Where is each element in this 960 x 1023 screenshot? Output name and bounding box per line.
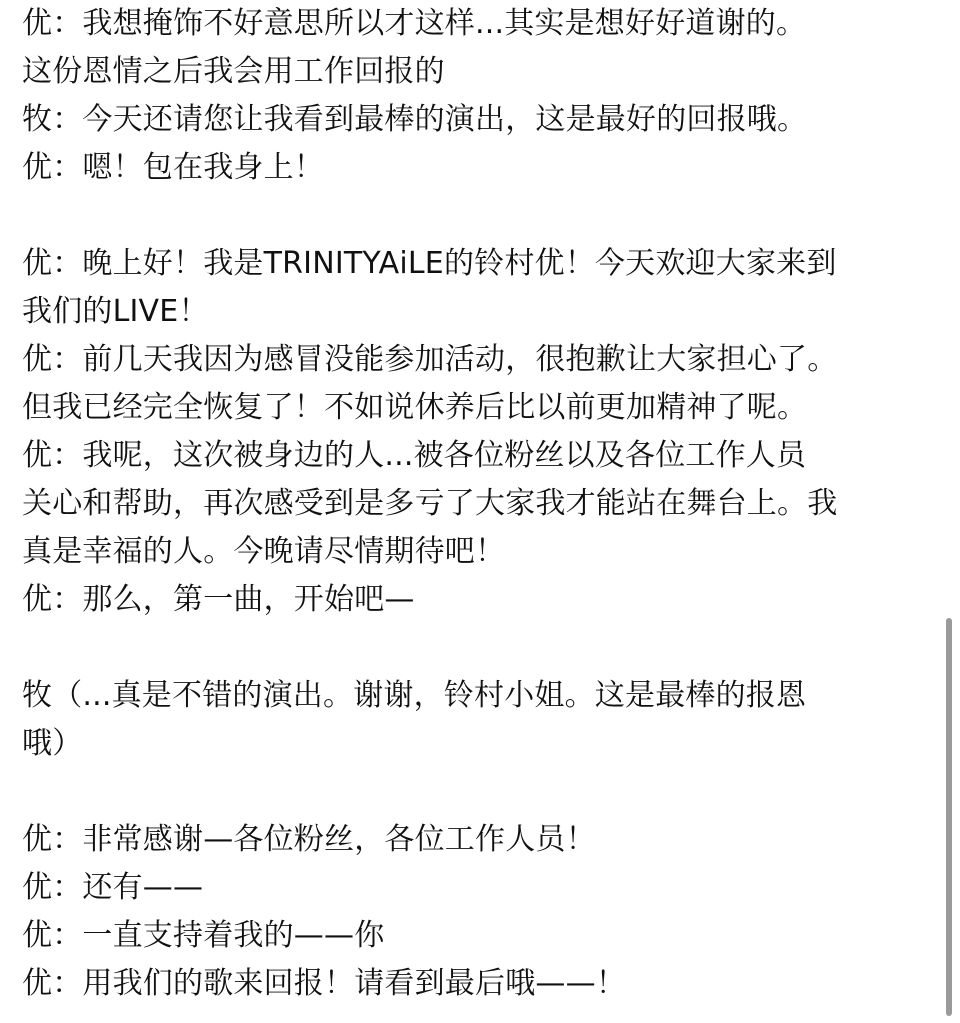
dialogue-line: 我们的LIVE！	[22, 294, 209, 329]
dialogue-text	[22, 0, 940, 1008]
dialogue-line: 优：非常感谢—各位粉丝，各位工作人员！	[22, 822, 596, 857]
dialogue-line: 优：我呢，这次被身边的人...被各位粉丝以及各位工作人员	[22, 438, 807, 473]
dialogue-paragraph-1	[22, 0, 940, 192]
scrollbar-thumb[interactable]	[946, 618, 952, 1016]
dialogue-line: 但我已经完全恢复了！不如说休养后比以前更加精神了呢。	[22, 390, 808, 425]
dialogue-line: 优：那么，第一曲，开始吧—	[22, 582, 415, 617]
dialogue-line: 优：前几天我因为感冒没能参加活动，很抱歉让大家担心了。	[22, 342, 838, 377]
dialogue-line: 优：我想掩饰不好意思所以才这样...其实是想好好道谢的。	[22, 6, 807, 41]
paragraph-gap	[22, 192, 940, 240]
paragraph-gap	[22, 624, 940, 672]
dialogue-line: 优：还有——	[22, 870, 204, 905]
dialogue-line: 真是幸福的人。今晚请尽情期待吧！	[22, 534, 506, 569]
dialogue-line: 牧：今天还请您让我看到最棒的演出，这是最好的回报哦。	[22, 102, 808, 137]
dialogue-line: 优：晚上好！我是TRINITYAiLE的铃村优！今天欢迎大家来到	[22, 246, 837, 281]
paragraph-gap	[22, 768, 940, 816]
dialogue-line: 哦）	[22, 726, 83, 761]
dialogue-line: 牧（...真是不错的演出。谢谢，铃村小姐。这是最棒的报恩	[22, 678, 807, 713]
vertical-scrollbar[interactable]	[944, 0, 954, 1023]
dialogue-line: 优：嗯！包在我身上！	[22, 150, 324, 185]
dialogue-line: 优：一直支持着我的——你	[22, 918, 385, 953]
dialogue-paragraph-3	[22, 672, 940, 768]
dialogue-line: 关心和帮助，再次感受到是多亏了大家我才能站在舞台上。我	[22, 486, 838, 521]
dialogue-line: 这份恩情之后我会用工作回报的	[22, 54, 445, 89]
dialogue-paragraph-4	[22, 816, 940, 1008]
dialogue-line: 优：用我们的歌来回报！请看到最后哦——！	[22, 966, 626, 1001]
dialogue-paragraph-2	[22, 240, 940, 624]
